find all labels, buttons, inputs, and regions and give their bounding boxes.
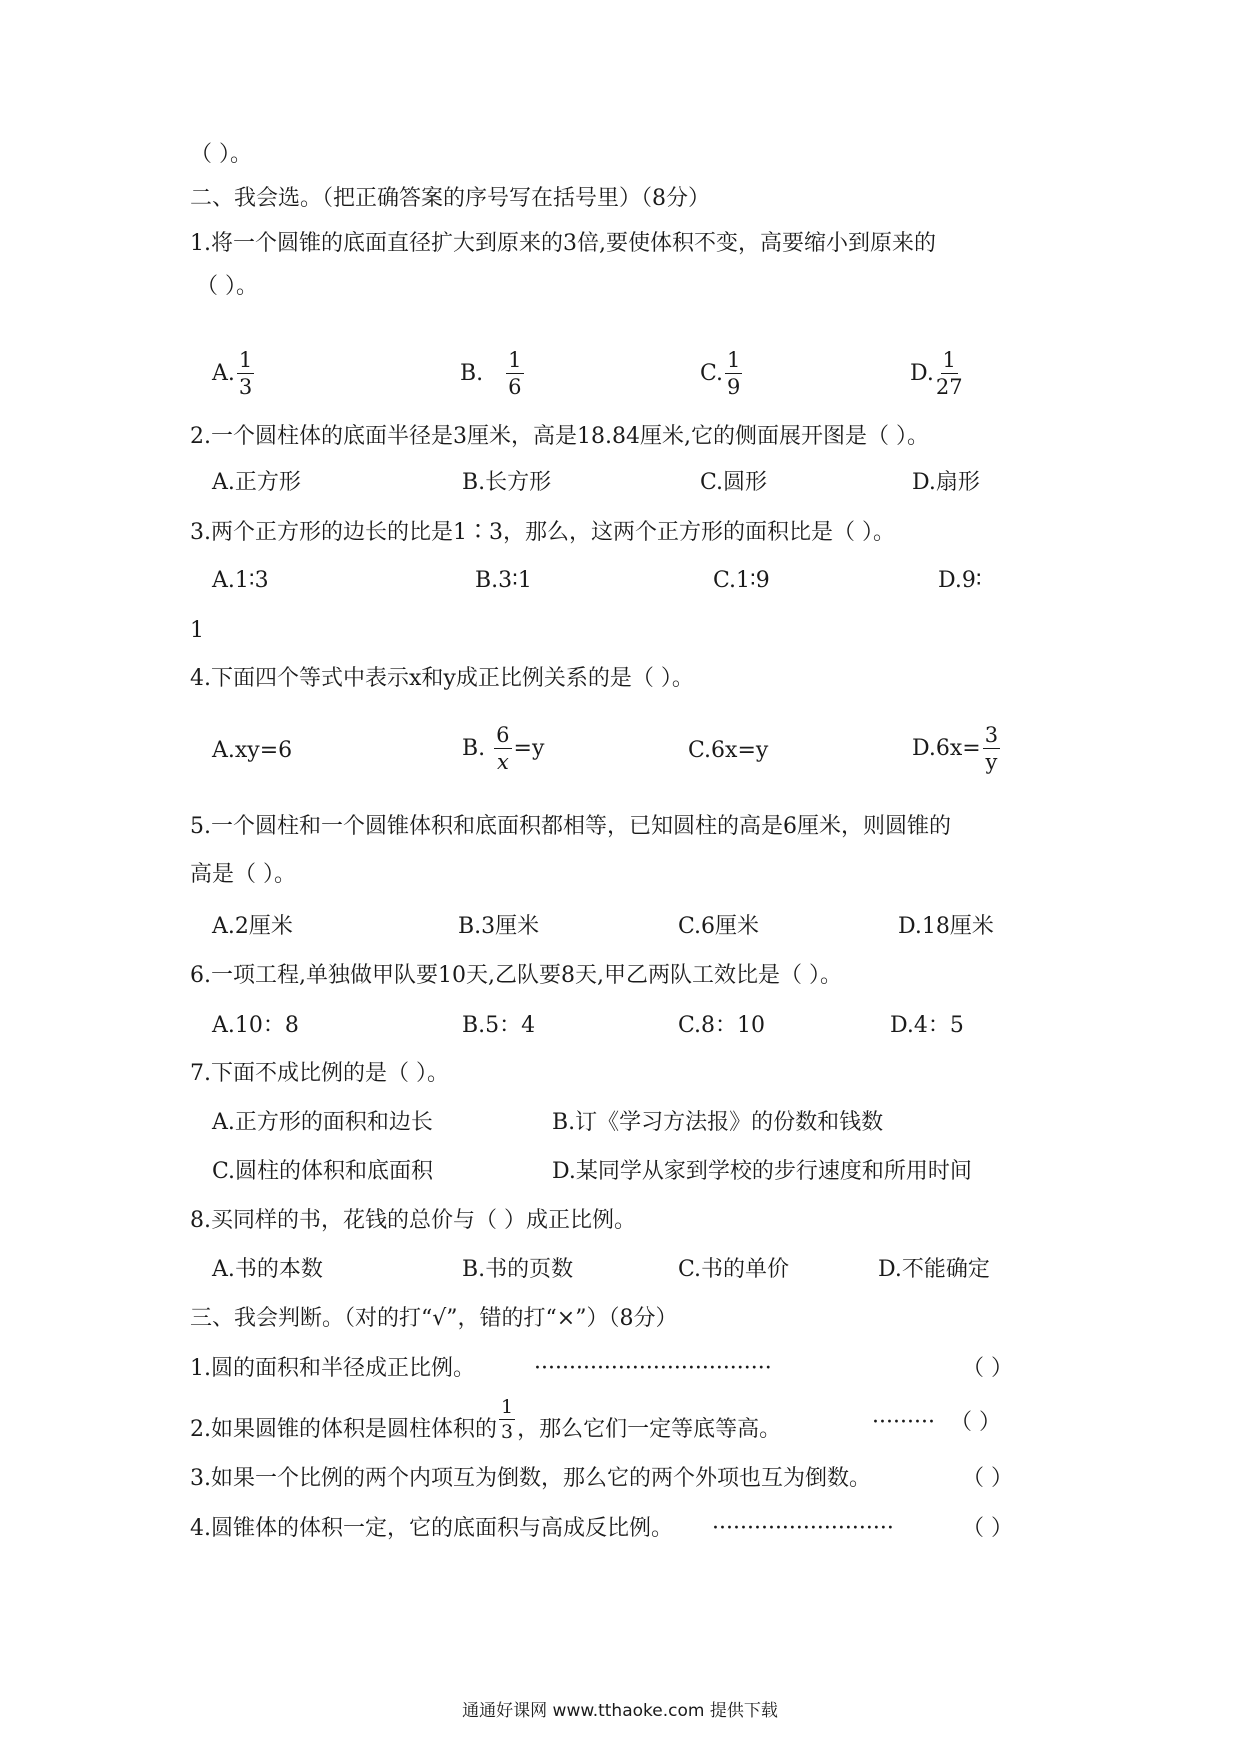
q6-option-d: D.4：5 [890,1013,964,1038]
q1-option-c: C. $\frac{1}{9}$ [700,348,741,399]
q5-option-a: A.2厘米 [212,914,293,939]
q5-stem-line1: 5.一个圆柱和一个圆锥体积和底面积都相等，已知圆柱的高是6厘米，则圆锥的 [190,814,951,839]
footer-source: 通通好课网 www.tthaoke.com 提供下载 [462,1701,778,1721]
section-3-heading: 三、我会判断。（对的打“√”，错的打“×”）（8分） [190,1306,678,1331]
q2-option-a: A.正方形 [212,470,301,495]
fraction: $\frac{1}{27}$ [935,348,963,399]
q7-stem: 7.下面不成比例的是（ ）。 [190,1061,449,1086]
q5-stem-line2: 高是（ ）。 [190,862,296,887]
q4-option-b: B. $\frac{6}{x}$ =y [462,723,545,774]
q6-stem: 6.一项工程,单独做甲队要10天,乙队要8天,甲乙两队工效比是（ ）。 [190,963,842,988]
fraction: $\frac{1}{9}$ [727,348,741,399]
q4-option-c: C.6x=y [688,738,769,763]
q7-option-c: C.圆柱的体积和底面积 [212,1159,434,1184]
q3-option-d-wrap: 1 [190,618,204,643]
q8-option-d: D.不能确定 [878,1257,990,1282]
q2-option-b: B.长方形 [462,470,552,495]
q8-option-a: A.书的本数 [212,1257,323,1282]
judge-item-1: 1.圆的面积和半径成正比例。 ·································· （ ） [190,1356,1013,1381]
q7-option-d: D.某同学从家到学校的步行速度和所用时间 [552,1159,972,1184]
q4-option-a: A.xy=6 [212,738,293,763]
q1-option-b: B. $\frac{1}{6}$ [460,348,522,399]
q4-option-d: D.6x= $\frac{3}{y}$ [912,723,999,774]
judge-item-3: 3.如果一个比例的两个内项互为倒数，那么它的两个外项也互为倒数。 （ ） [190,1466,1013,1491]
q6-option-b: B.5：4 [462,1013,536,1038]
fraction: $\frac{1}{6}$ [508,348,522,399]
section-2-heading: 二、我会选。（把正确答案的序号写在括号里）（8分） [190,186,710,211]
q2-option-c: C.圆形 [700,470,768,495]
fraction: $\frac{3}{y}$ [984,723,999,774]
q5-option-b: B.3厘米 [458,914,540,939]
q1-stem-line1: 1.将一个圆锥的底面直径扩大到原来的3倍,要使体积不变，高要缩小到原来的 [190,231,936,256]
q3-option-d: D.9∶ [938,568,982,593]
q5-option-d: D.18厘米 [898,914,994,939]
q1-option-d: D. $\frac{1}{27}$ [910,348,963,399]
q7-option-b: B.订《学习方法报》的份数和钱数 [552,1110,884,1135]
q6-option-c: C.8：10 [678,1013,766,1038]
q7-option-a: A.正方形的面积和边长 [212,1110,433,1135]
q8-option-b: B.书的页数 [462,1257,574,1282]
fraction: $\frac{1}{3}$ [501,1396,514,1443]
q5-option-c: C.6厘米 [678,914,760,939]
q4-stem: 4.下面四个等式中表示x和y成正比例关系的是（ ）。 [190,666,694,691]
judge-item-4: 4.圆锥体的体积一定，它的底面积与高成反比例。 ·························· （ ） [190,1516,1013,1541]
q2-option-d: D.扇形 [912,470,980,495]
q1-option-a: A. $\frac{1}{3}$ [212,348,253,399]
q3-option-c: C.1∶9 [713,568,770,593]
q6-option-a: A.10：8 [212,1013,299,1038]
q8-option-c: C.书的单价 [678,1257,790,1282]
judge-item-2: 2.如果圆锥的体积是圆柱体积的 $\frac{1}{3}$ ，那么它们一定等底等高。 ········· （ ） [190,1396,1001,1443]
q2-stem: 2.一个圆柱体的底面半径是3厘米，高是18.84厘米,它的侧面展开图是（ ）。 [190,424,929,449]
q3-option-a: A.1∶3 [212,568,269,593]
q1-stem-line2: （ ）。 [196,274,258,299]
q8-stem: 8.买同样的书，花钱的总价与（ ）成正比例。 [190,1208,636,1233]
previous-question-tail: （ ）。 [190,142,252,167]
q3-stem: 3.两个正方形的边长的比是1∶3，那么，这两个正方形的面积比是（ ）。 [190,520,895,545]
fraction: $\frac{6}{x}$ [496,723,510,774]
fraction: $\frac{1}{3}$ [238,348,253,399]
q3-option-b: B.3∶1 [475,568,532,593]
